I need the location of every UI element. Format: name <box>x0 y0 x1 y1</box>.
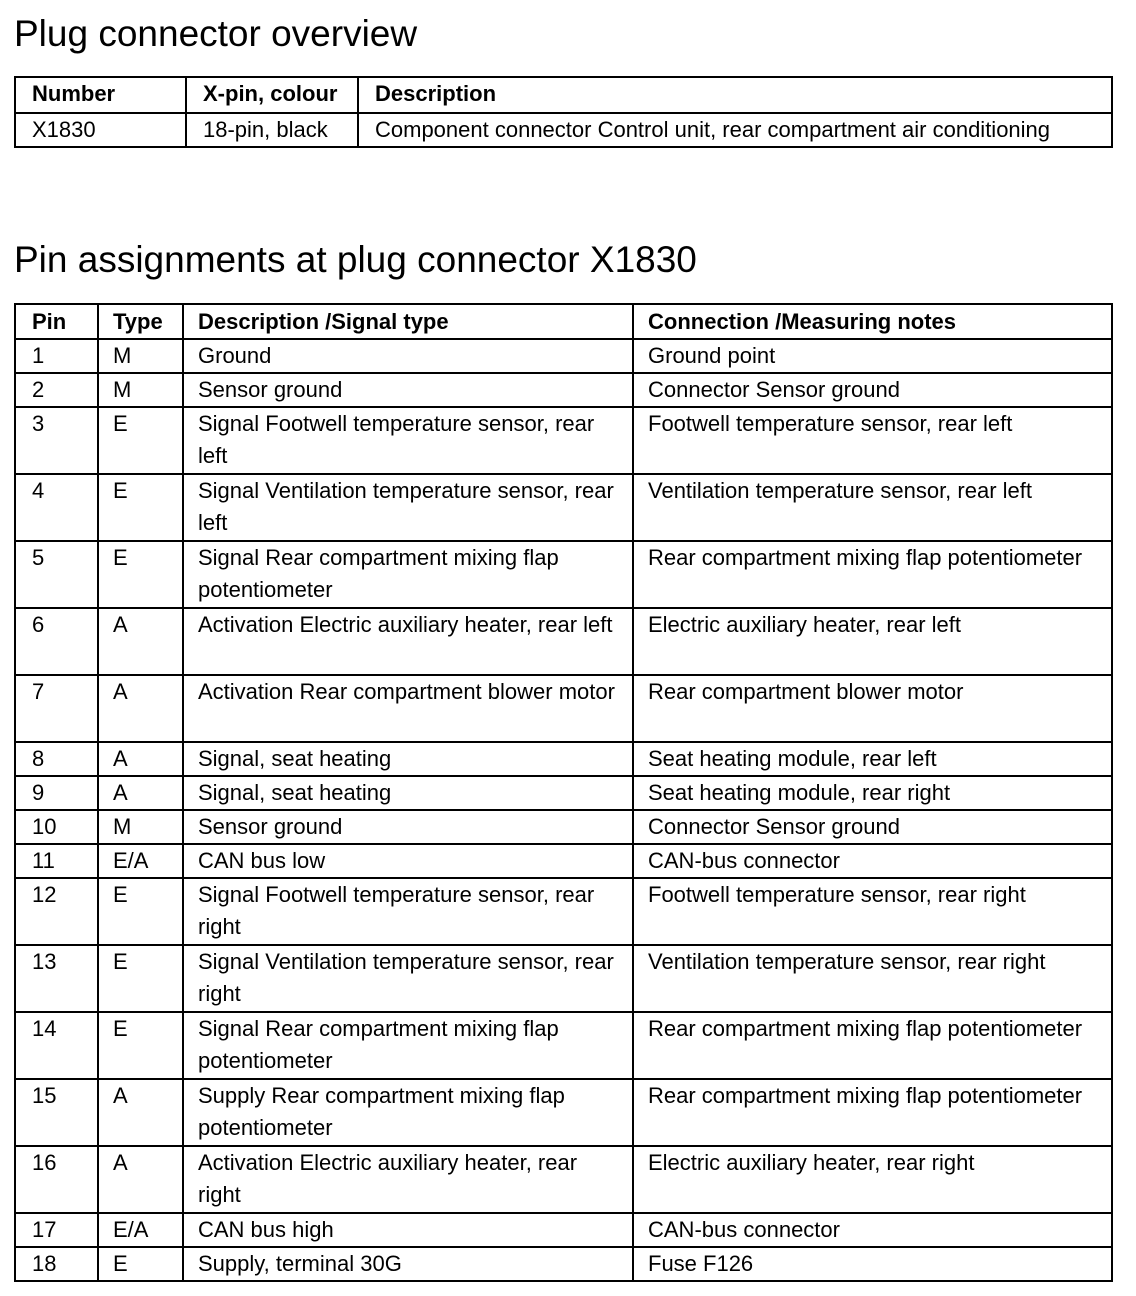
cell-type: E/A <box>98 844 183 878</box>
cell-pin: 8 <box>15 742 98 776</box>
cell-connection: Connector Sensor ground <box>633 810 1112 844</box>
overview-header-row <box>15 77 1112 113</box>
cell-pin: 7 <box>15 675 98 742</box>
cell-connection: Fuse F126 <box>633 1247 1112 1281</box>
cell-description: Signal Ventilation temperature sensor, rear left <box>183 474 633 541</box>
cell-description: Sensor ground <box>183 810 633 844</box>
cell-type: E <box>98 541 183 608</box>
table-row <box>15 1247 1112 1281</box>
cell-type: E <box>98 1012 183 1079</box>
table-row <box>15 373 1112 407</box>
cell-connection: Seat heating module, rear right <box>633 776 1112 810</box>
cell-connection: Rear compartment mixing flap potentiometer <box>633 1079 1112 1146</box>
cell-description: Signal, seat heating <box>183 742 633 776</box>
table-row <box>15 742 1112 776</box>
table-row <box>15 541 1112 608</box>
cell-type: M <box>98 810 183 844</box>
cell-type: A <box>98 776 183 810</box>
cell-connection: Rear compartment blower motor <box>633 675 1112 742</box>
cell-pin: 1 <box>15 339 98 373</box>
pin-assignments-title: Pin assignments at plug connector X1830 <box>14 239 697 280</box>
cell-pin: 9 <box>15 776 98 810</box>
cell-type: E <box>98 407 183 474</box>
table-row <box>15 1079 1112 1146</box>
cell-pin: 13 <box>15 945 98 1012</box>
table-row <box>15 608 1112 675</box>
cell-description: Sensor ground <box>183 373 633 407</box>
cell-connection: Rear compartment mixing flap potentiometer <box>633 541 1112 608</box>
cell-type: A <box>98 675 183 742</box>
pin-assignments-table <box>14 303 1113 1282</box>
cell-description: Signal, seat heating <box>183 776 633 810</box>
cell-connection: Ground point <box>633 339 1112 373</box>
cell-pin: 10 <box>15 810 98 844</box>
table-row <box>15 1146 1112 1213</box>
cell-connection: Connector Sensor ground <box>633 373 1112 407</box>
cell-type: E <box>98 945 183 1012</box>
cell-connection: Electric auxiliary heater, rear right <box>633 1146 1112 1213</box>
cell-description: Component connector Control unit, rear compartment air conditioning <box>358 113 1112 147</box>
cell-pin: 15 <box>15 1079 98 1146</box>
cell-connection: Seat heating module, rear left <box>633 742 1112 776</box>
cell-description: Signal Rear compartment mixing flap potentiometer <box>183 1012 633 1079</box>
cell-description: CAN bus low <box>183 844 633 878</box>
cell-description: Supply Rear compartment mixing flap potentiometer <box>183 1079 633 1146</box>
column-header-connection-notes: Connection /Measuring notes <box>633 304 1112 339</box>
cell-connection: Footwell temperature sensor, rear left <box>633 407 1112 474</box>
pins-header-row <box>15 304 1112 339</box>
cell-pin: 4 <box>15 474 98 541</box>
table-row <box>15 878 1112 945</box>
connector-overview-table <box>14 76 1113 148</box>
cell-pin: 2 <box>15 373 98 407</box>
cell-description: Activation Rear compartment blower motor <box>183 675 633 742</box>
cell-pin: 18 <box>15 1247 98 1281</box>
overview-row <box>15 113 1112 147</box>
cell-type: A <box>98 1079 183 1146</box>
table-row <box>15 474 1112 541</box>
cell-pin: 5 <box>15 541 98 608</box>
column-header-number: Number <box>15 77 186 113</box>
cell-pin: 16 <box>15 1146 98 1213</box>
cell-pin: 17 <box>15 1213 98 1247</box>
cell-connection: CAN-bus connector <box>633 1213 1112 1247</box>
cell-description: CAN bus high <box>183 1213 633 1247</box>
cell-description: Supply, terminal 30G <box>183 1247 633 1281</box>
cell-pin: 6 <box>15 608 98 675</box>
column-header-xpin-colour: X-pin, colour <box>186 77 358 113</box>
table-row <box>15 945 1112 1012</box>
cell-pin: 14 <box>15 1012 98 1079</box>
cell-type: E/A <box>98 1213 183 1247</box>
cell-type: A <box>98 1146 183 1213</box>
column-header-type: Type <box>98 304 183 339</box>
cell-type: E <box>98 878 183 945</box>
cell-description: Signal Ventilation temperature sensor, rear right <box>183 945 633 1012</box>
cell-description: Signal Footwell temperature sensor, rear right <box>183 878 633 945</box>
table-row <box>15 1213 1112 1247</box>
cell-pin: 3 <box>15 407 98 474</box>
cell-type: M <box>98 373 183 407</box>
table-row <box>15 844 1112 878</box>
cell-connection: Rear compartment mixing flap potentiometer <box>633 1012 1112 1079</box>
cell-description: Activation Electric auxiliary heater, rear left <box>183 608 633 675</box>
cell-number: X1830 <box>15 113 186 147</box>
cell-description: Ground <box>183 339 633 373</box>
cell-xpin-colour: 18-pin, black <box>186 113 358 147</box>
cell-description: Signal Rear compartment mixing flap potentiometer <box>183 541 633 608</box>
cell-pin: 11 <box>15 844 98 878</box>
cell-connection: Electric auxiliary heater, rear left <box>633 608 1112 675</box>
column-header-pin: Pin <box>15 304 98 339</box>
table-row <box>15 339 1112 373</box>
table-row <box>15 407 1112 474</box>
cell-type: A <box>98 608 183 675</box>
table-row <box>15 776 1112 810</box>
cell-type: E <box>98 474 183 541</box>
column-header-description: Description <box>358 77 1112 113</box>
cell-connection: Footwell temperature sensor, rear right <box>633 878 1112 945</box>
cell-connection: Ventilation temperature sensor, rear left <box>633 474 1112 541</box>
cell-pin: 12 <box>15 878 98 945</box>
cell-connection: CAN-bus connector <box>633 844 1112 878</box>
column-header-description-signal: Description /Signal type <box>183 304 633 339</box>
cell-type: M <box>98 339 183 373</box>
cell-connection: Ventilation temperature sensor, rear right <box>633 945 1112 1012</box>
table-row <box>15 1012 1112 1079</box>
cell-type: E <box>98 1247 183 1281</box>
overview-title: Plug connector overview <box>14 13 418 54</box>
cell-type: A <box>98 742 183 776</box>
cell-description: Signal Footwell temperature sensor, rear left <box>183 407 633 474</box>
table-row <box>15 810 1112 844</box>
table-row <box>15 675 1112 742</box>
cell-description: Activation Electric auxiliary heater, rear right <box>183 1146 633 1213</box>
